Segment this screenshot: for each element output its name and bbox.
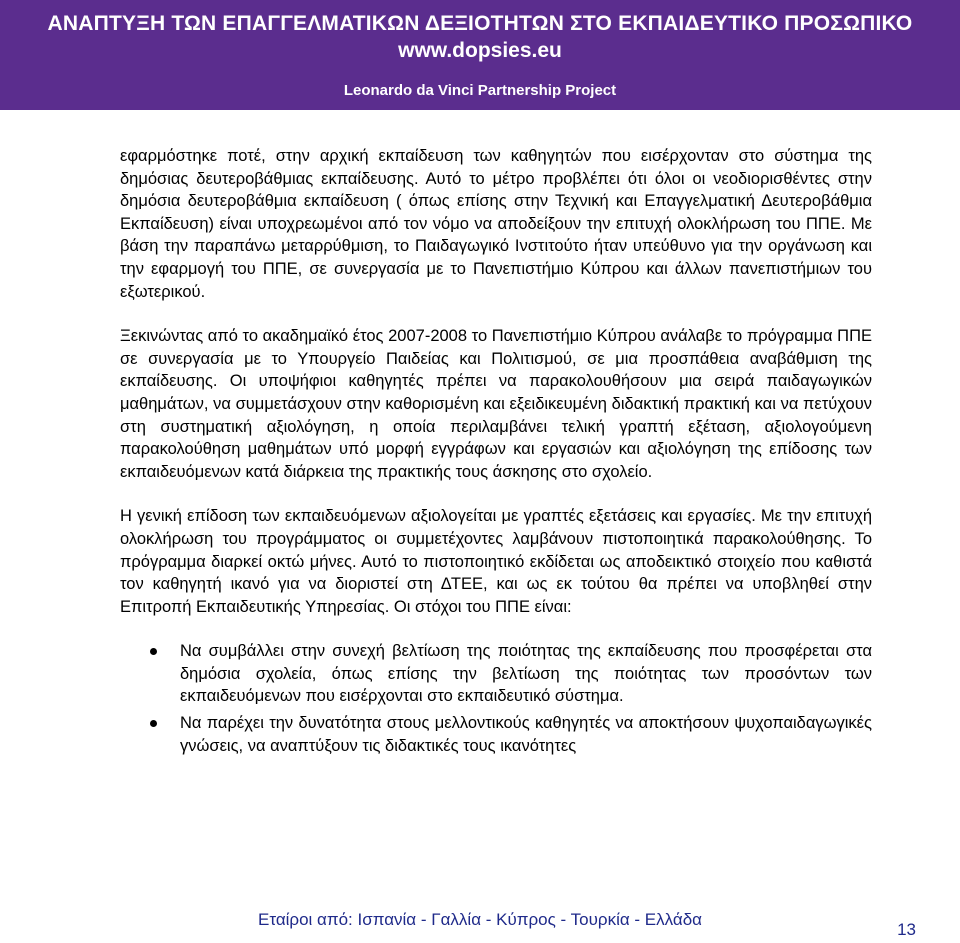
paragraph: εφαρμόστηκε ποτέ, στην αρχική εκπαίδευση των καθηγητών που εισέρχονταν στο σύστημα της δημόσιας δευτεροβάθμιας εκπαίδευσης. Αυτό το μέτρο προβλέπει ότι όλοι οι νεοδιορισθέντες στην δημόσια δευτεροβάθμια εκπαίδευση ( όπως επίσης στην Τεχνική και Επαγγελματική Δευτεροβάθμια Εκπαίδευση) είναι υποχρεωμένοι από τον νόμο να αποδείξουν την επιτυχή ολοκλήρωση του ΠΠΕ. Με βάση την παραπάνω μεταρρύθμιση, το Παιδαγωγικό Ινστιτούτο ήταν υπεύθυνο για την οργάνωση και την εφαρμογή του ΠΠΕ, σε συνεργασία με το Πανεπιστήμιο Κύπρου και άλλων πανεπιστήμιων του εξωτερικού. (120, 147, 872, 301)
document-body (120, 145, 872, 761)
header-project-name: Leonardo da Vinci Partnership Project (343, 82, 617, 99)
page-number: 13 (897, 920, 916, 939)
paragraph: Η γενική επίδοση των εκπαιδευόμενων αξιολογείται με γραπτές εξετάσεις και εργασίες. Με την επιτυχή ολοκλήρωση του προγράμματος οι συμμετέχοντες λαμβάνουν πιστοποιητικά παρακολούθησης. Το πρόγραμμα διαρκεί οκτώ μήνες. Αυτό το πιστοποιητικό εκδίδεται ως αποδεικτικό στοιχείο που καθιστά τον καθηγητή ικανό για να διοριστεί στη ΔΤΕΕ, και ως εκ τούτου θα πρέπει να υποβληθεί στην Επιτροπή Εκπαιδευτικής Υπηρεσίας. Οι στόχοι του ΠΠΕ είναι: (120, 507, 872, 616)
paragraph: Ξεκινώντας από το ακαδημαϊκό έτος 2007-2008 το Πανεπιστήμιο Κύπρου ανάλαβε το πρόγραμμα ΠΠΕ σε συνεργασία με το Υπουργείο Παιδείας και Πολιτισμού, σε μια προσπάθεια αναβάθμιση της εκπαίδευσης. Οι υποψήφιοι καθηγητές πρέπει να παρακολουθήσουν μια σειρά παιδαγωγικών μαθημάτων, να συμμετάσχουν στην καθορισμένη και εξειδικευμένη διδακτική πρακτική και να πετύχουν στη συστηματική αξιολόγηση, η οποία περιλαμβάνει τελική γραπτή εξέταση, αξιολογούμενη παρακολούθηση μαθημάτων υπό μορφή εγγράφων και εργασιών και αξιολόγηση της επίδοσης των εκπαιδευόμενων κατά διάρκεια της πρακτικής τους άσκησης στο σχολείο. (120, 327, 872, 481)
list-item (120, 712, 872, 757)
header-url[interactable]: www.dopsies.eu (398, 39, 562, 62)
page-header (0, 0, 960, 110)
footer-partners: Εταίροι από: Ισπανία - Γαλλία - Κύπρος - Τουρκία - Ελλάδα (258, 910, 702, 929)
objectives-list (120, 640, 872, 757)
list-item-text: Να παρέχει την δυνατότητα στους μελλοντικούς καθηγητές να αποκτήσουν ψυχοπαιδαγωγικές γνώσεις, να αναπτύξουν τις διδακτικές τους ικανότητες (180, 714, 872, 755)
bullet-icon (150, 648, 157, 655)
bullet-icon (150, 720, 157, 727)
list-item (120, 640, 872, 708)
list-item-text: Να συμβάλλει στην συνεχή βελτίωση της ποιότητας της εκπαίδευσης που προσφέρεται στα δημόσια σχολεία, όπως επίσης την βελτίωση της ποιότητας των προσόντων των εκπαιδευόμενων που εισέρχονται στο εκπαιδευτικό σύστημα. (180, 642, 872, 706)
header-title: ΑΝΑΠΤΥΞΗ ΤΩΝ ΕΠΑΓΓΕΛΜΑΤΙΚΩΝ ΔΕΞΙΟΤΗΤΩΝ ΣΤΟ ΕΚΠΑΙΔΕΥΤΙΚΟ ΠΡΟΣΩΠΙΚΟ (47, 12, 913, 35)
